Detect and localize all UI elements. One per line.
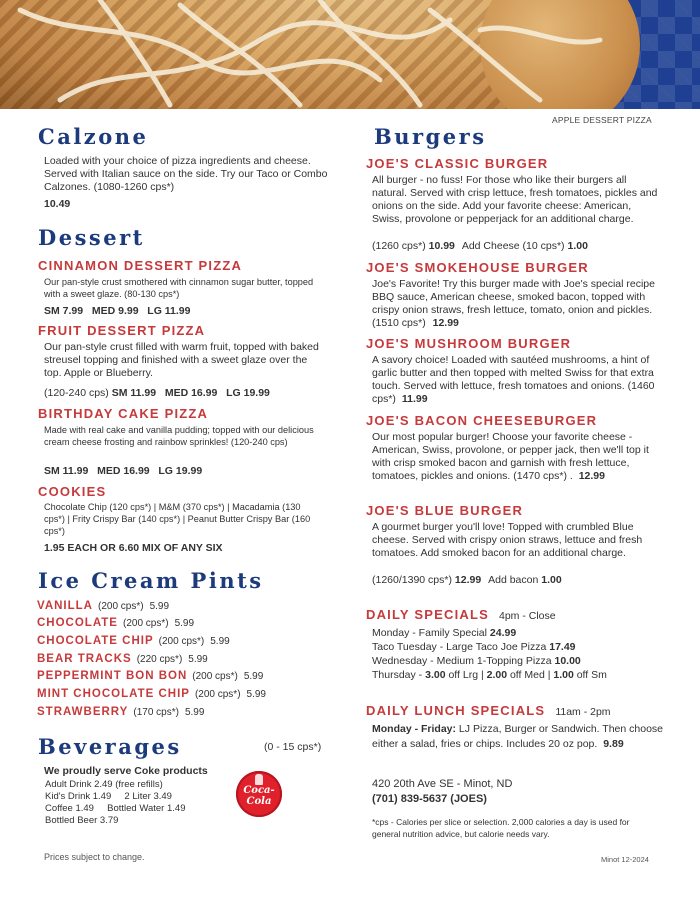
fruit-dessert-pizza-desc: Our pan-style crust filled with warm fruit, topped with baked streusel topping and finished with a sweet glaze over the top. Apple or Blueberry. [44,341,319,379]
add-bacon-label: Add bacon [488,574,539,586]
cinnamon-dessert-pizza-desc: Our pan-style crust smothered with cinnamon sugar butter, topped with a sweet glaze. (80-130 cps*) [44,277,314,299]
pint-price: 5.99 [210,636,230,647]
pint-name: BEAR TRACKS [37,653,132,665]
cookies-price: 1.95 EACH OR 6.60 MIX OF ANY SIX [44,542,223,554]
mushroom-burger-text: A savory choice! Loaded with sautéed mushrooms, a hint of garlic butter and then topped with melted Swiss for that extra touch. Served with lettuce, fresh tomatoes and onions. (1460 cps*) [372,354,655,405]
add-cheese-price: 1.00 [567,240,588,252]
pint-name: MINT CHOCOLATE CHIP [37,688,190,700]
coca-cola-logo [236,771,282,817]
fruit-dessert-pizza-prices: SM 11.99 MED 16.99 LG 19.99 [111,387,270,399]
pint-row [37,635,230,647]
beverages-calories: (0 - 15 cps*) [264,741,322,753]
burgers-heading: Burgers [374,124,487,149]
pint-price: 5.99 [188,654,208,665]
special-price: 24.99 [489,627,517,639]
blue-burger-price: 12.99 [454,574,482,586]
lunch-text: LJ Pizza, Burger or Sandwich. Then choose either a salad, fries or chips. Includes 20 oz pop. [372,723,664,750]
thursday-small-label: off Sm [573,669,607,681]
lunch-specials-time: 11am - 2pm [555,706,611,718]
bacon-cheeseburger-text: Our most popular burger! Choose your favorite cheese - American, Swiss, provolone, or pepper jack, then we'll top it with crisp smoked bacon and garnish with fresh lettuce, tomatoes, pickles and onions. (1470 cps*) . [372,431,649,482]
pint-price: 5.99 [246,689,266,700]
lunch-specials-heading [366,703,611,718]
beverages-headline: We proudly serve Coke products [44,765,208,777]
bacon-cheeseburger-price: 12.99 [578,470,605,482]
cinnamon-dessert-pizza-prices: SM 7.99 MED 9.99 LG 11.99 [44,305,191,317]
pint-name: PEPPERMINT BON BON [37,670,188,682]
prices-disclaimer: Prices subject to change. [44,852,145,862]
thursday-large-label: off Lrg | [445,669,487,681]
lunch-specials-desc [372,722,664,751]
pint-row [37,600,169,612]
photo-caption: APPLE DESSERT PIZZA [552,115,652,125]
classic-burger-calories: (1260 cps*) [372,240,426,252]
pint-row [37,688,266,700]
smokehouse-burger-title: JOE'S SMOKEHOUSE BURGER [366,260,589,275]
pint-price: 5.99 [243,671,264,682]
beverage-line: Bottled Beer 3.79 [45,815,119,826]
add-cheese-label: Add Cheese (10 cps*) [461,240,565,252]
calzone-price: 10.49 [44,198,71,210]
coca-cola-logo-text: Coca-Cola [243,785,275,807]
pint-name: VANILLA [37,600,93,612]
glaze-drizzle [0,0,700,109]
cookies-desc: Chocolate Chip (120 cps*) | M&M (370 cps*) | Macadamia (130 cps*) | Frity Crispy Bar (140 cps*) | Peanut Butter Crispy Bar (160 cps*) [44,502,311,536]
lunch-days: Monday - Friday: [372,723,457,735]
pint-name: CHOCOLATE CHIP [37,635,154,647]
bacon-cheeseburger-desc [372,431,664,483]
pint-row [37,670,263,682]
thursday-medium-discount: 2.00 [486,669,508,681]
beverage-line: Coffee 1.49 Bottled Water 1.49 [45,803,186,814]
daily-specials-time: 4pm - Close [499,610,556,622]
phone-number: (701) 839-5637 (JOES) [372,793,487,805]
fruit-dessert-pizza-title: FRUIT DESSERT PIZZA [38,323,206,338]
thursday-small-discount: 1.00 [553,669,574,681]
daily-specials-title: DAILY SPECIALS [366,607,489,622]
calzone-heading: Calzone [38,124,149,149]
calorie-footnote: *cps - Calories per slice or selection. 2,000 calories a day is used for general nutrition advice, but calorie needs vary. [372,817,630,839]
pint-price: 5.99 [184,707,205,718]
special-line [372,655,581,667]
beverages-heading: Beverages [38,734,182,759]
lunch-price: 9.89 [603,737,624,750]
birthday-cake-pizza-prices: SM 11.99 MED 16.99 LG 19.99 [44,465,203,477]
pint-price: 5.99 [174,618,195,629]
blue-burger-desc: A gourmet burger you'll love! Topped with crumbled Blue cheese. Served with crispy onion straws, lettuce and fresh tomatoes. Add smoked bacon for an additional charge. [372,521,643,559]
pint-calories: (200 cps*) [192,671,238,682]
pint-calories: (200 cps*) [97,601,144,612]
mushroom-burger-desc [372,354,664,406]
special-line-thursday [372,669,607,681]
smokehouse-burger-price: 12.99 [432,317,459,329]
mushroom-burger-title: JOE'S MUSHROOM BURGER [366,336,572,351]
special-price: 10.00 [554,655,581,667]
dessert-heading: Dessert [38,225,145,250]
pint-name: STRAWBERRY [37,706,129,718]
pint-row [37,653,208,665]
special-line [372,627,516,639]
special-text: Monday - Family Special [372,627,487,639]
special-line [372,641,576,653]
special-text: Wednesday - Medium 1-Topping Pizza [372,655,552,667]
pint-calories: (200 cps*) [194,689,241,700]
pint-calories: (200 cps*) [122,618,169,629]
thursday-medium-label: off Med | [507,669,554,681]
daily-specials-heading [366,607,556,622]
pint-row [37,706,204,718]
blue-burger-calories: (1260/1390 cps*) [372,574,452,586]
smokehouse-burger-desc [372,278,664,330]
calzone-description: Loaded with your choice of pizza ingredients and cheese. Served with Italian sauce on the side. Try our Taco or Combo Calzones. (1080-1260 cps*) [44,155,328,193]
cinnamon-dessert-pizza-title: CINNAMON DESSERT PIZZA [38,258,243,273]
bacon-cheeseburger-title: JOE'S BACON CHEESEBURGER [366,413,598,428]
birthday-cake-pizza-desc: Made with real cake and vanilla pudding; topped with our delicious cream cheese frosting and rainbow sprinkles! (120-240 cps) [44,425,314,447]
classic-burger-price: 10.99 [428,240,455,252]
pint-calories: (170 cps*) [133,707,179,718]
address: 420 20th Ave SE - Minot, ND [372,778,513,790]
ice-cream-pints-heading: Ice Cream Pints [38,568,264,593]
bottle-icon [255,774,263,785]
classic-burger-price-line [372,240,588,253]
pint-calories: (200 cps*) [158,636,205,647]
blue-burger-title: JOE'S BLUE BURGER [366,503,524,518]
special-price: 17.49 [549,641,576,653]
classic-burger-title: JOE'S CLASSIC BURGER [366,156,549,171]
mushroom-burger-price: 11.99 [401,393,428,405]
fruit-dessert-pizza-cal [44,387,270,400]
thursday-label: Thursday - [372,669,426,681]
blue-burger-price-line [372,574,562,587]
add-bacon-price: 1.00 [541,574,562,586]
special-text: Taco Tuesday - Large Taco Joe Pizza [372,641,547,653]
smokehouse-burger-text: Joe's Favorite! Try this burger made with Joe's special recipe BBQ sauce, American cheese, smoked bacon, topped with crispy onion straws, fresh lettuce, tomato, onion and pickles. (1510 cps*) [372,278,655,329]
cookies-title: COOKIES [38,484,107,499]
apple-dessert-pizza-photo [0,0,700,109]
birthday-cake-pizza-title: BIRTHDAY CAKE PIZZA [38,406,209,421]
version-label: Minot 12-2024 [601,855,649,864]
pint-name: CHOCOLATE [37,617,118,629]
pint-calories: (220 cps*) [136,654,183,665]
lunch-specials-title: DAILY LUNCH SPECIALS [366,703,546,718]
beverage-line: Adult Drink 2.49 (free refills) [45,779,163,790]
fruit-dessert-pizza-calories: (120-240 cps) [44,387,109,399]
pint-price: 5.99 [149,601,170,612]
thursday-large-discount: 3.00 [425,669,446,681]
beverage-line: Kid's Drink 1.49 2 Liter 3.49 [45,791,172,802]
classic-burger-desc: All burger - no fuss! For those who like their burgers all natural. Served with crisp lettuce, fresh tomatoes, pickles and onions on the side. Add your favorite cheese: American, Swiss, provolone or pepperjack for an additional charge. [372,174,658,225]
pint-row [37,617,194,629]
